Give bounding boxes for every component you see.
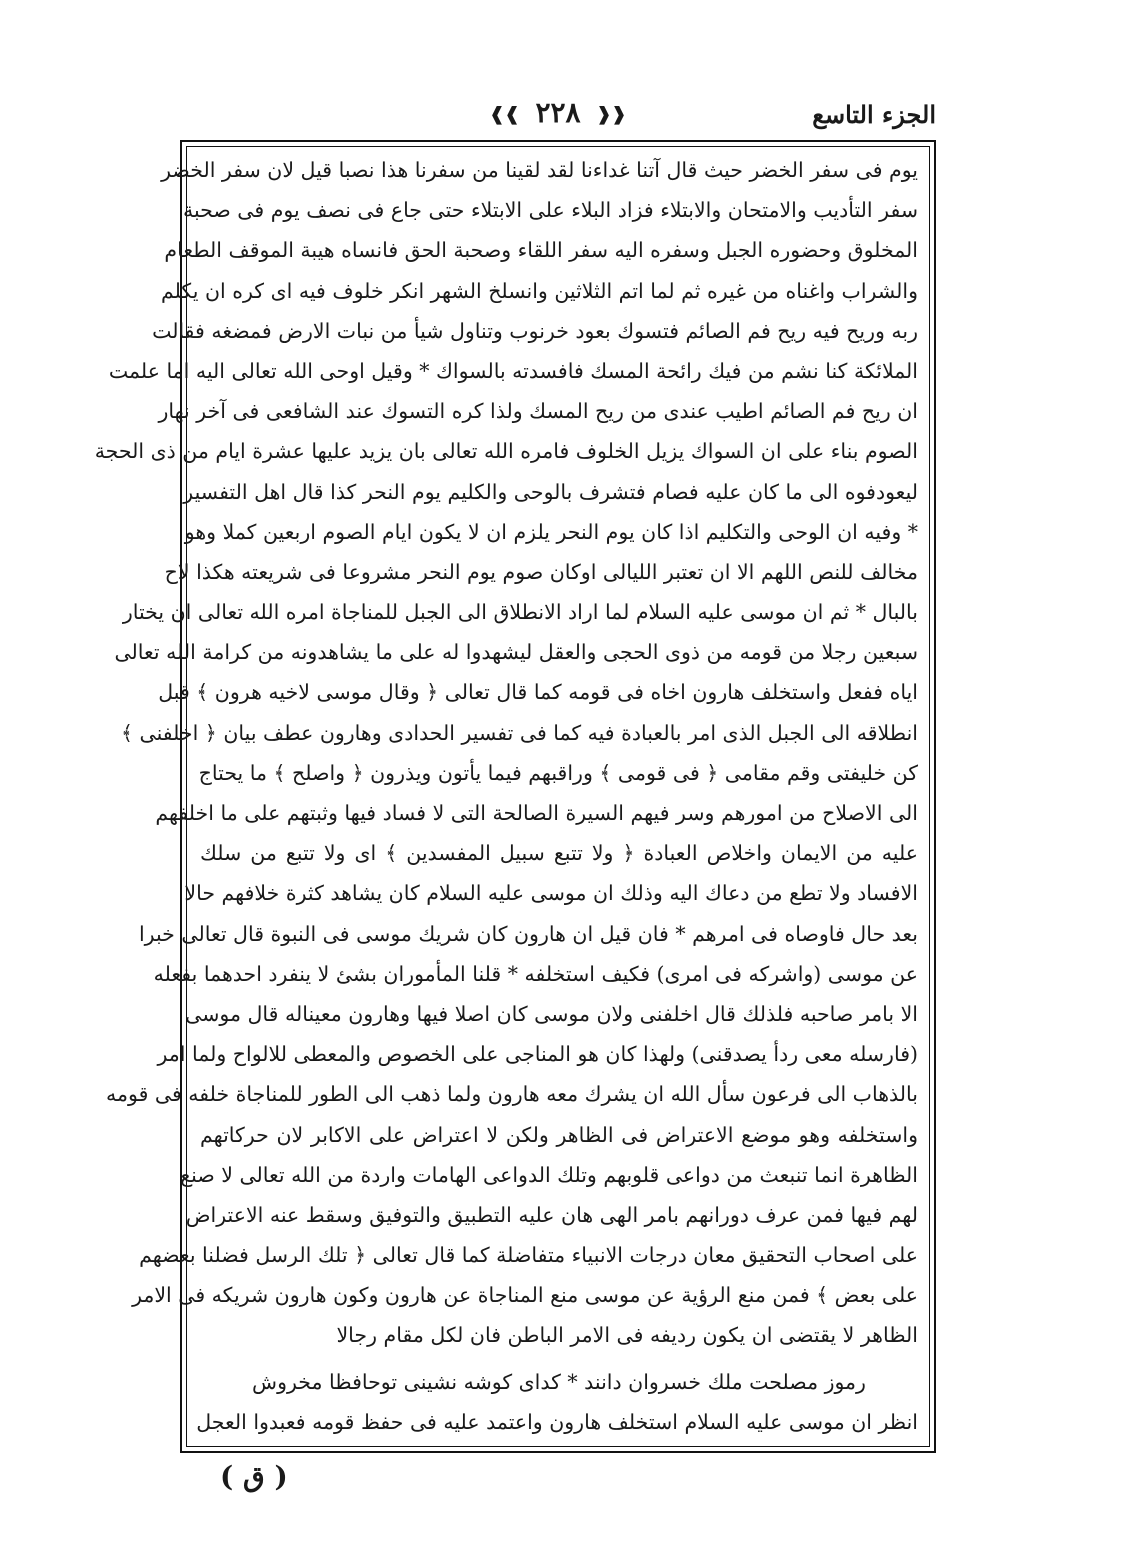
text-line: * وفيه ان الوحى والتكليم اذا كان يوم النحر يلزم ان لا يكون ايام الصوم اربعين كملا وهو — [184, 519, 918, 544]
text-line: اياه ففعل واستخلف هارون اخاه فى قومه كما قال تعالى ﴿ وقال موسى لاخيه هرون ﴾ قبل — [158, 680, 918, 705]
right-ornament-icon: ❱❱ — [489, 104, 520, 125]
text-line: المخلوق وحضوره الجبل وسفره اليه سفر اللقاء وصحبة الحق فانساه هيبة الموقف الطعام — [164, 238, 918, 263]
text-line: على اصحاب التحقيق معان درجات الانبياء متفاضلة كما قال تعالى ﴿ تلك الرسل فضلنا بعضهم — [139, 1243, 918, 1268]
body-text — [94, 150, 918, 1442]
text-line: لهم فيها فمن عرف دورانهم بامر الهى هان عليه التطبيق والتوفيق وسقط عنه الاعتراض — [185, 1202, 918, 1227]
page-number-wrapper — [180, 96, 936, 129]
text-line: كن خليفتى وقم مقامى ﴿ فى قومى ﴾ وراقبهم فيما يأتون ويذرون ﴿ واصلح ﴾ ما يحتاج — [198, 760, 918, 785]
text-line: الملائكة كنا نشم من فيك رائحة المسك فافسدته بالسواك * وقيل اوحى الله تعالى اليه اما علمت — [108, 358, 918, 383]
text-line: يوم فى سفر الخضر حيث قال آتنا غداءنا لقد لقينا من سفرنا هذا نصبا قيل لان سفر الخضر — [161, 158, 918, 182]
text-line: ليعودفوه الى ما كان عليه فصام فتشرف بالوحى والكليم يوم النحر كذا قال اهل التفسير — [183, 479, 918, 504]
page-number: ٢٢٨ — [535, 96, 581, 129]
running-title: الجزء التاسع — [812, 100, 936, 129]
text-line: عن موسى (واشركه فى امرى) فكيف استخلفه * قلنا المأموران بشئ لا ينفرد احدهما بفعله — [153, 961, 918, 986]
text-line: ربه وريح فيه ريح فم الصائم فتسوك بعود خرنوب وتناول شيأ من نبات الارض فمضغه فقالت — [152, 318, 918, 343]
text-line: الظاهرة انما تنبعث من دواعى قلوبهم وتلك الدواعى الهامات واردة من الله تعالى لا صنع — [180, 1162, 918, 1187]
text-line: الى الاصلاح من امورهم وسر فيهم السيرة الصالحة التى لا فساد فيها وثبتهم على ما اخلفهم — [155, 801, 918, 825]
text-line: الافساد ولا تطع من دعاك اليه وذلك ان موسى عليه السلام كان يشاهد كثرة خلافهم حالا — [184, 881, 918, 906]
text-line: انطلاقه الى الجبل الذى امر بالعبادة فيه كما فى تفسير الحدادى وهارون عطف بيان ﴿ اخلفنى ﴾ — [120, 720, 918, 745]
page-header — [180, 96, 936, 140]
text-line: مخالف للنص اللهم الا ان تعتبر الليالى اوكان صوم يوم النحر مشروعا فى شريعته هكذا لاح — [164, 559, 918, 584]
text-line: ان ريح فم الصائم اطيب عندى من ريح المسك ولذا كره التسوك عند الشافعى فى آخر نهار — [158, 399, 918, 424]
signature-mark: ( ق ) — [220, 1460, 288, 1493]
text-line: على بعض ﴾ فمن منع الرؤية عن موسى منع المناجاة عن هارون وكون هارون شريكه فى الامر — [132, 1283, 918, 1308]
text-line: الظاهر لا يقتضى ان يكون رديفه فى الامر الباطن فان لكل مقام رجالا — [336, 1323, 918, 1348]
left-ornament-icon: ❰❰ — [596, 104, 627, 125]
text-line: سفر التأديب والامتحان والابتلاء فزاد البلاء على الابتلاء حتى جاع فى نصف يوم فى صحبة — [182, 198, 918, 223]
text-line: بالبال * ثم ان موسى عليه السلام لما اراد الانطلاق الى الجبل للمناجاة امره الله تعالى ان يختار — [122, 600, 918, 625]
closing-line: انظر ان موسى عليه السلام استخلف هارون واعتمد عليه فى حفظ قومه فعبدوا العجل — [196, 1409, 918, 1434]
persian-verse: رموز مصلحت ملك خسروان دانند * كداى كوشه نشينى توحافظا مخروش — [252, 1369, 866, 1394]
text-line: عليه من الايمان واخلاص العبادة ﴿ ولا تتبع سبيل المفسدين ﴾ اى ولا تتبع من سلك — [200, 841, 918, 866]
text-line: (فارسله معى ردأ يصدقنى) ولهذا كان هو المناجى على الخصوص والمعطى للالواح ولما امر — [157, 1042, 918, 1067]
text-line: سبعين رجلا من قومه من ذوى الحجى والعقل ليشهدوا له على ما يشاهدونه من كرامة الله تعالى — [114, 640, 918, 665]
text-line: والشراب واغناه من غيره ثم لما اتم الثلاثين وانسلخ الشهر انكر خلوف فيه اى كره ان يكلم — [161, 278, 918, 303]
text-line: بالذهاب الى فرعون سأل الله ان يشرك معه هارون ولما ذهب الى الطور للمناجاة خلفه فى قومه — [106, 1082, 918, 1107]
text-line: الصوم بناء على ان السواك يزيل الخلوف فامره الله تعالى بان يزيد عليها عشرة ايام من ذى الحجة — [94, 439, 918, 464]
text-line: بعد حال فاوصاه فى امرهم * فان قيل ان هارون كان شريك موسى فى النبوة قال تعالى خبرا — [138, 921, 918, 946]
text-line: الا بامر صاحبه فلذلك قال اخلفنى ولان موسى كان اصلا فيها وهارون معيناله قال موسى — [185, 1001, 918, 1026]
text-line: واستخلفه وهو موضع الاعتراض فى الظاهر ولكن لا اعتراض على الاكابر لان حركاتهم — [200, 1122, 918, 1147]
